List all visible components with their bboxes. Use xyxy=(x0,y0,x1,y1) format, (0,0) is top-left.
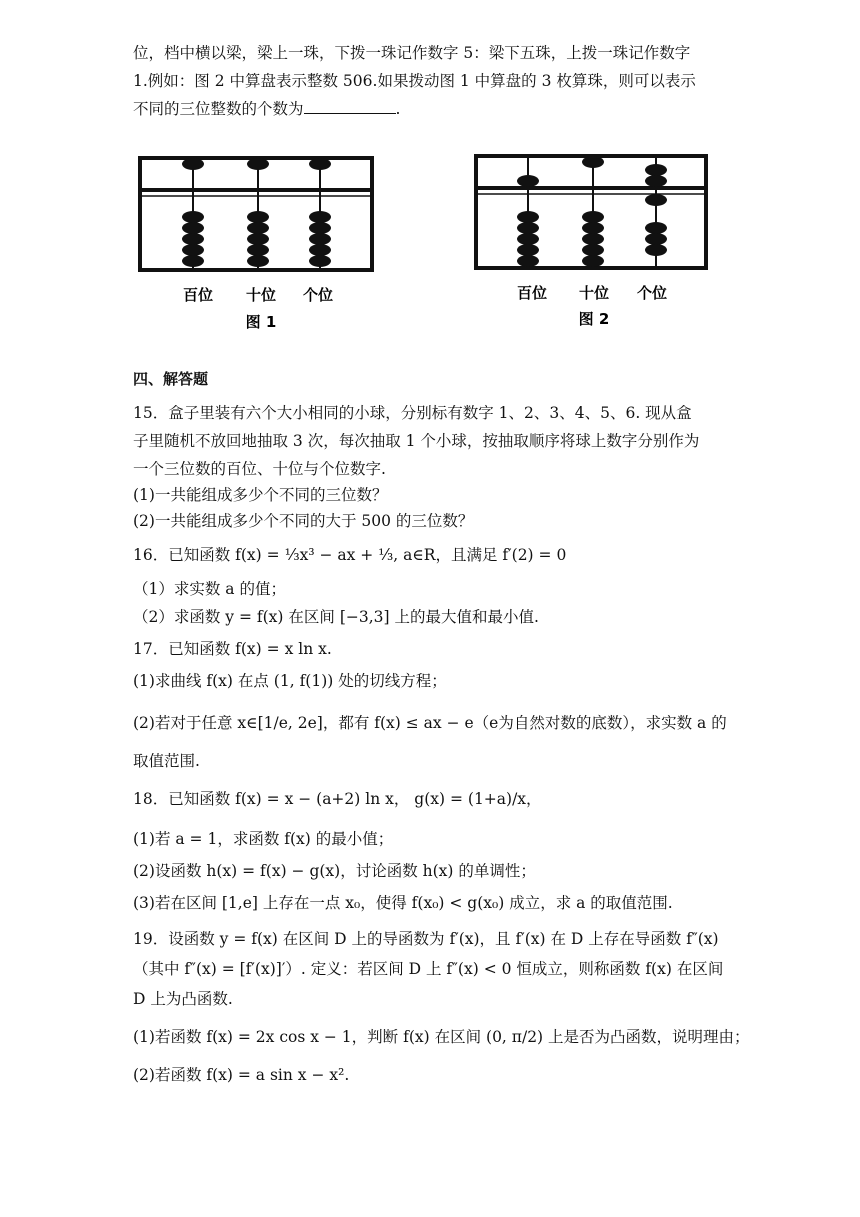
intro-line-3-text: 不同的三位整数的个数为 xyxy=(133,100,304,118)
fig1-label-hundreds: 百位 xyxy=(182,286,214,304)
q19-part-2: (2)若函数 f(x) = a sin x − x². xyxy=(133,1066,350,1084)
fig1-caption: 图 1 xyxy=(245,313,277,331)
q18-part-3: (3)若在区间 [1,e] 上存在一点 x₀，使得 f(x₀) < g(x₀) 成立，求 a 的取值范围. xyxy=(133,894,673,912)
abacus-figure-1 xyxy=(130,150,390,340)
q18-line-1: 18．已知函数 f(x) = x − (a+2) ln x， g(x) = (1+a)/x， xyxy=(133,790,542,808)
q16-line-1: 16．已知函数 f(x) = ⅓x³ − ax + ⅓, a∈R，且满足 f′(2) = 0 xyxy=(133,546,567,564)
fig1-label-ones: 个位 xyxy=(302,286,334,304)
fig1-label-tens: 十位 xyxy=(245,286,277,304)
q17-part-2: (2)若对于任意 x∈[1/e, 2e]，都有 f(x) ≤ ax − e（e为自然对数的底数），求实数 a 的 xyxy=(133,714,727,732)
intro-line-2: 1.例如：图 2 中算盘表示整数 506.如果拨动图 1 中算盘的 3 枚算珠，则可以表示 xyxy=(133,72,696,90)
intro-line-3 xyxy=(133,98,400,120)
q16-part-2: （2）求函数 y = f(x) 在区间 [−3,3] 上的最大值和最小值. xyxy=(133,608,539,626)
q17-line-1: 17．已知函数 f(x) = x ln x. xyxy=(133,640,332,658)
q17-part-2-cont: 取值范围. xyxy=(133,752,200,770)
section-title: 四、解答题 xyxy=(133,370,209,388)
q17-part-1: (1)求曲线 f(x) 在点 (1, f(1)) 处的切线方程； xyxy=(133,672,447,690)
q19-part-1: (1)若函数 f(x) = 2x cos x − 1，判断 f(x) 在区间 (0, π/2) 上是否为凸函数，说明理由； xyxy=(133,1028,750,1046)
intro-line-3-end: . xyxy=(395,100,401,118)
intro-line-1: 位，档中横以梁，梁上一珠，下拨一珠记作数字 5：梁下五珠，上拨一珠记作数字 xyxy=(133,44,691,62)
q15-part-1: (1)一共能组成多少个不同的三位数？ xyxy=(133,486,388,504)
q18-part-2: (2)设函数 h(x) = f(x) − g(x)，讨论函数 h(x) 的单调性； xyxy=(133,862,536,880)
fig2-caption: 图 2 xyxy=(578,310,610,328)
fig2-label-hundreds: 百位 xyxy=(516,284,548,302)
q15-part-2: (2)一共能组成多少个不同的大于 500 的三位数？ xyxy=(133,512,474,530)
q15-line-3: 一个三位数的百位、十位与个位数字. xyxy=(133,460,386,478)
q19-line-3: D 上为凸函数. xyxy=(133,990,233,1008)
q19-line-1: 19．设函数 y = f(x) 在区间 D 上的导函数为 f′(x)，且 f′(x) 在 D 上存在导函数 f″(x) xyxy=(133,930,719,948)
q15-line-2: 子里随机不放回地抽取 3 次，每次抽取 1 个小球，按抽取顺序将球上数字分别作为 xyxy=(133,432,700,450)
q16-part-1: （1）求实数 a 的值； xyxy=(133,580,286,598)
q19-line-2: （其中 f″(x) = [f′(x)]′）. 定义：若区间 D 上 f″(x) < 0 恒成立，则称函数 f(x) 在区间 xyxy=(133,960,724,978)
abacus-figure-2 xyxy=(466,150,726,340)
q18-part-1: (1)若 a = 1，求函数 f(x) 的最小值； xyxy=(133,830,394,848)
q15-line-1: 15．盒子里装有六个大小相同的小球，分别标有数字 1、2、3、4、5、6. 现从盒 xyxy=(133,404,692,422)
fig2-label-tens: 十位 xyxy=(578,284,610,302)
abacus-1-lower-beads xyxy=(182,211,331,267)
answer-blank xyxy=(304,99,396,114)
fig2-label-ones: 个位 xyxy=(636,284,668,302)
